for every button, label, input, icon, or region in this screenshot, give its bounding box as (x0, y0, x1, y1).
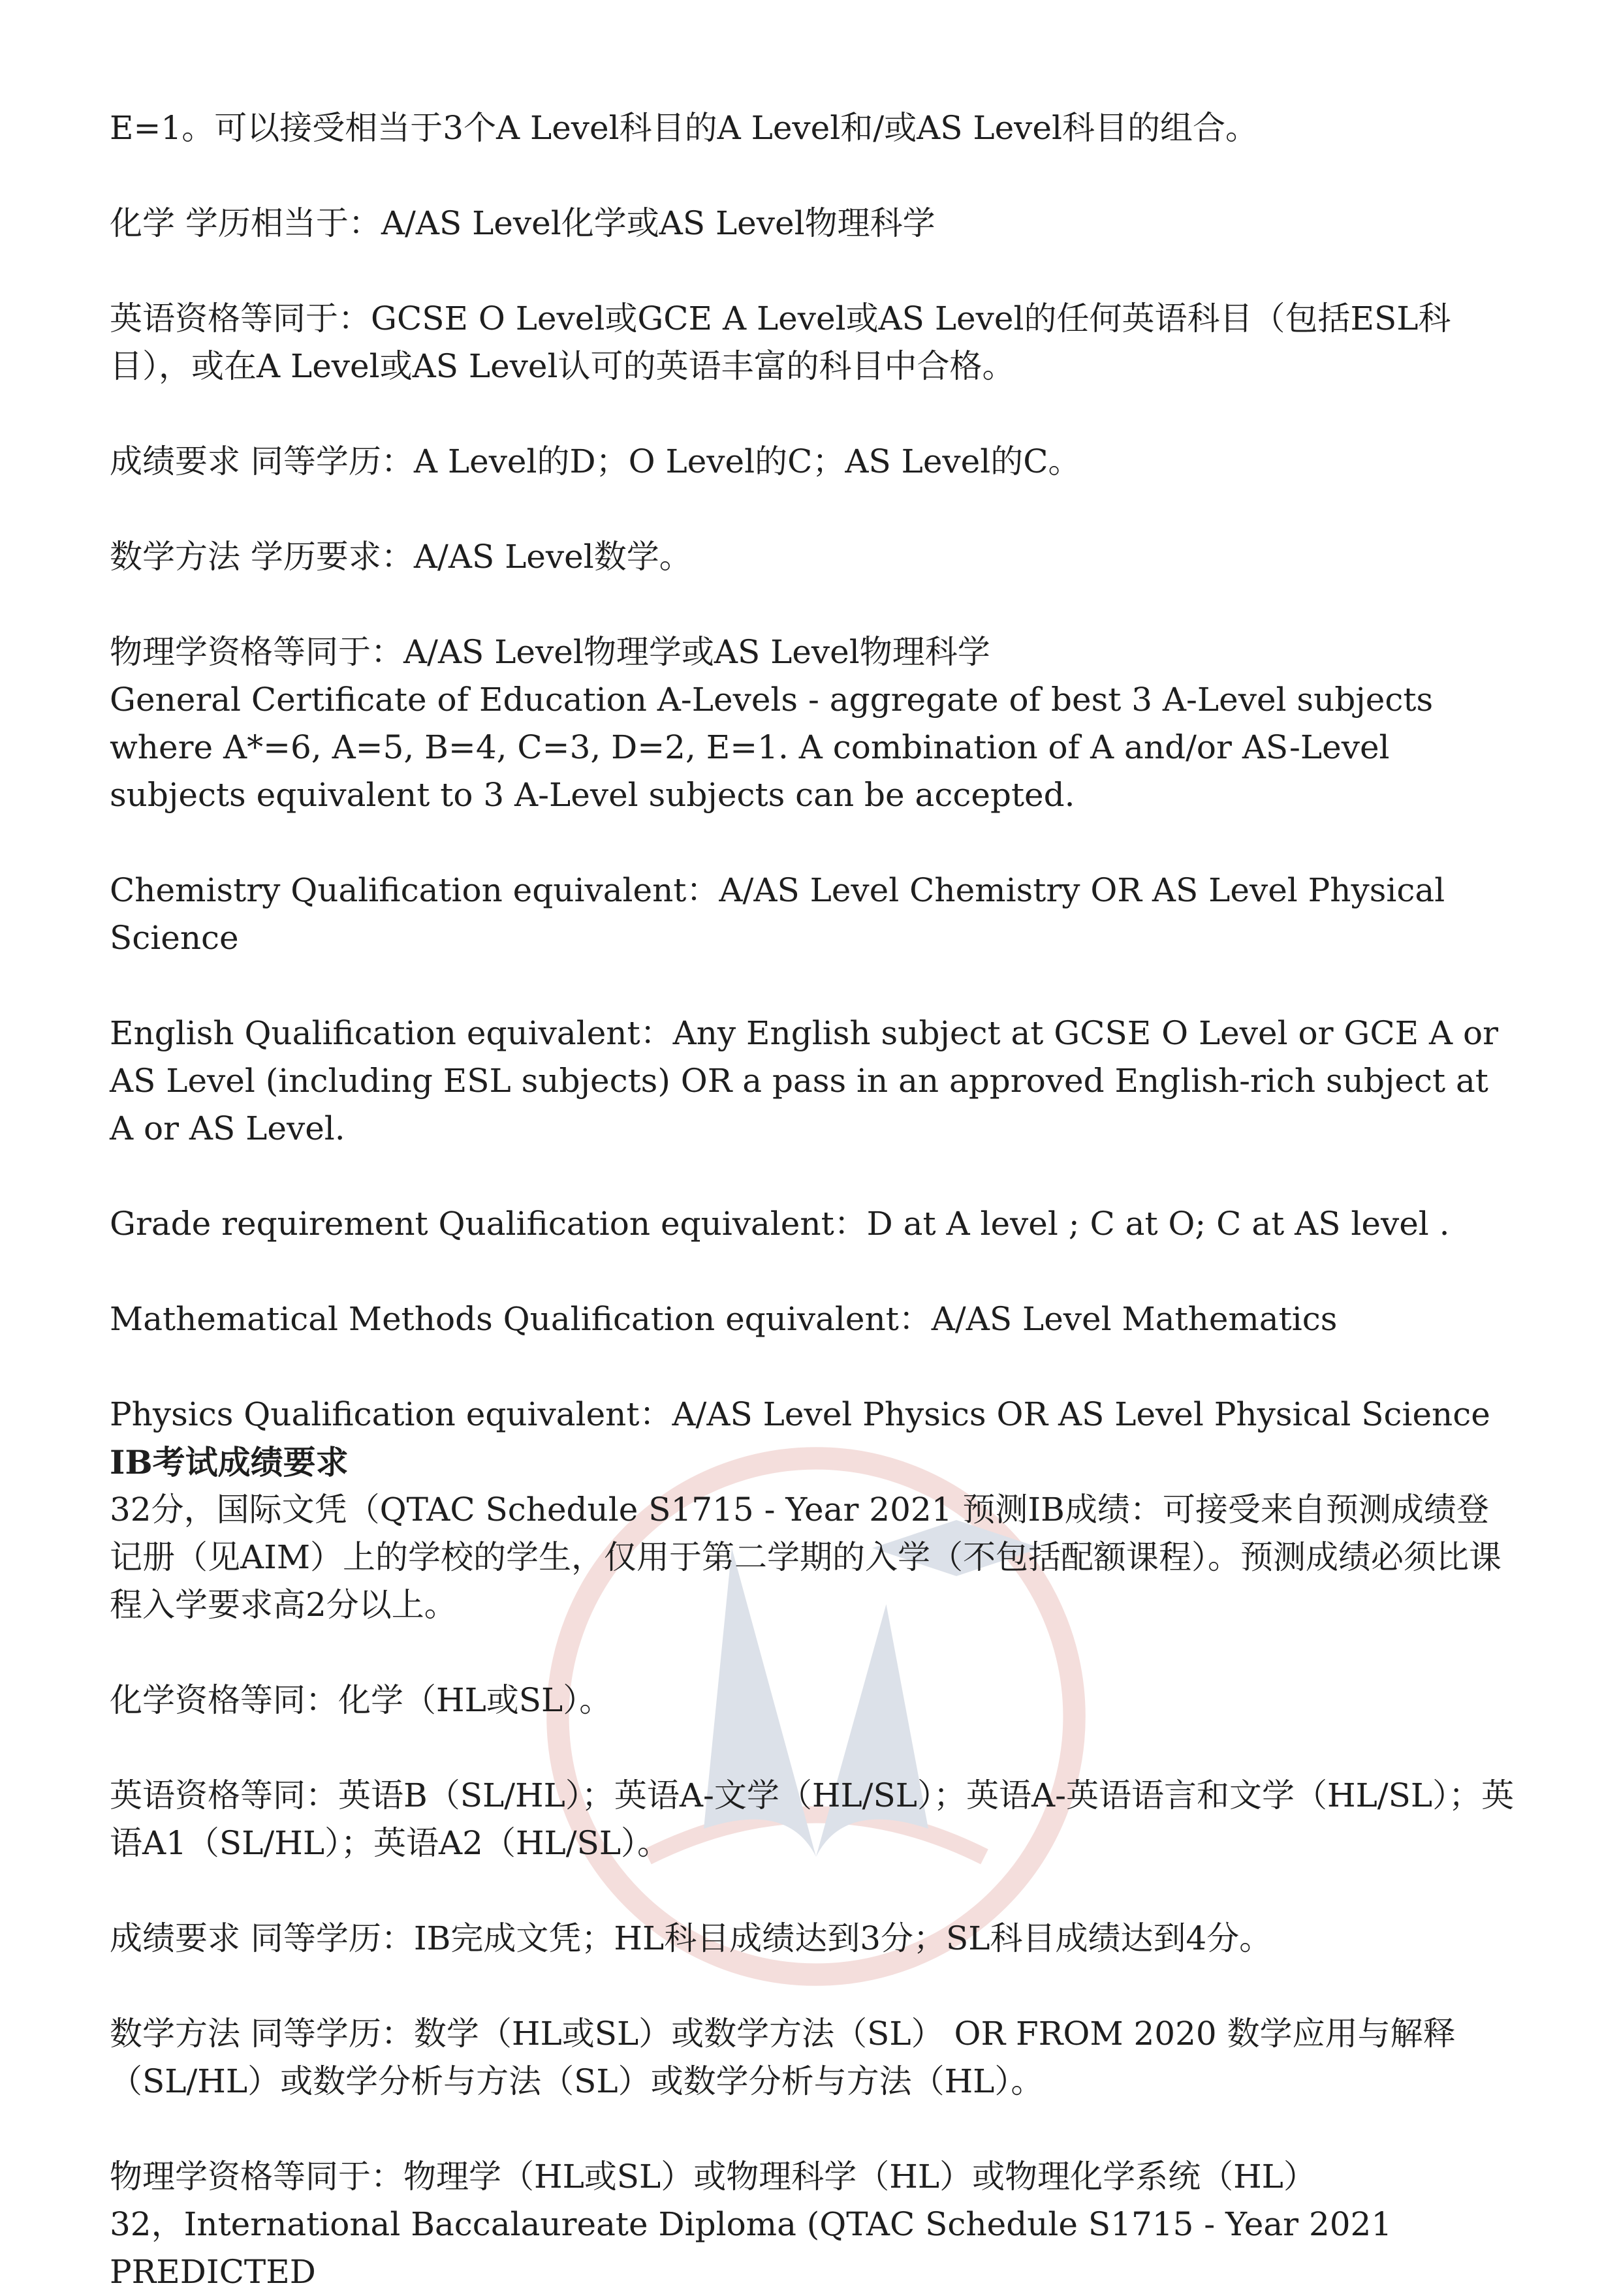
paragraph-alevel-en: General Certificate of Education A-Levels - aggregate of best 3 A-Level subjects where A*=6, A=5, B=4, C=3, D=2, E=1. A combination of A and/or AS-Level subjects equivalent to 3 A-Level subjects can be accepted. (110, 681, 1444, 814)
paragraph-grade-en: Grade requirement Qualification equivalent：D at A level ; C at O; C at AS level . (110, 1205, 1450, 1243)
paragraph-ib-score-en: 32，International Baccalaureate Diploma (QTAC Schedule S1715 - Year 2021 PREDICTED (110, 2205, 1403, 2291)
document-body (110, 104, 1520, 2296)
paragraph-ib-physics-cn: 物理学资格等同于：物理学（HL或SL）或物理科学（HL）或物理化学系统（HL） (110, 2158, 1316, 2195)
paragraph-grade-cn: 成绩要求 同等学历：A Level的D；O Level的C；AS Level的C。 (110, 442, 1081, 480)
paragraph-ib-english-cn: 英语资格等同：英语B（SL/HL）；英语A-文学（HL/SL）；英语A-英语语言和文学（HL/SL）；英语A1（SL/HL）；英语A2（HL/SL）。 (110, 1776, 1515, 1862)
paragraph-maths-en: Mathematical Methods Qualification equivalent：A/AS Level Mathematics (110, 1300, 1338, 1338)
paragraph-chemistry-en: Chemistry Qualification equivalent：A/AS Level Chemistry OR AS Level Physical Science (110, 871, 1456, 957)
paragraph-ib-score-cn: 32分，国际文凭（QTAC Schedule S1715 - Year 2021 预测IB成绩：可接受来自预测成绩登记册（见AIM）上的学校的学生，仅用于第二学期的入学（不包括配额课程）。预测成绩必须比课程入学要求高2分以上。 (110, 1491, 1502, 1624)
paragraph-ib-chemistry-cn: 化学资格等同：化学（HL或SL）。 (110, 1681, 612, 1719)
paragraph-chemistry-cn: 化学 学历相当于：A/AS Level化学或AS Level物理科学 (110, 204, 935, 242)
paragraph-ib-grade-cn: 成绩要求 同等学历：IB完成文凭；HL科目成绩达到3分；SL科目成绩达到4分。 (110, 1919, 1272, 1957)
paragraph-english-cn: 英语资格等同于：GCSE O Level或GCE A Level或AS Level的任何英语科目（包括ESL科目），或在A Level或AS Level认可的英语丰富的科目中合格。 (110, 300, 1451, 385)
paragraph-physics-en: Physics Qualification equivalent：A/AS Level Physics OR AS Level Physical Science (110, 1395, 1490, 1433)
ib-section-heading: IB考试成绩要求 (110, 1443, 349, 1482)
paragraph-english-en: English Qualification equivalent：Any English subject at GCSE O Level or GCE A or AS Level (including ESL subjects) OR a pass in an approved English-rich subject at A or AS Level. (110, 1014, 1509, 1147)
paragraph-physics-cn: 物理学资格等同于：A/AS Level物理学或AS Level物理科学 (110, 633, 990, 671)
paragraph-ib-maths-cn: 数学方法 同等学历：数学（HL或SL）或数学方法（SL） OR FROM 2020 数学应用与解释（SL/HL）或数学分析与方法（SL）或数学分析与方法（HL）。 (110, 2015, 1456, 2100)
paragraph-alevel-combination-cn: E=1。可以接受相当于3个A Level科目的A Level和/或AS Level科目的组合。 (110, 109, 1258, 147)
paragraph-maths-cn: 数学方法 学历要求：A/AS Level数学。 (110, 538, 692, 576)
